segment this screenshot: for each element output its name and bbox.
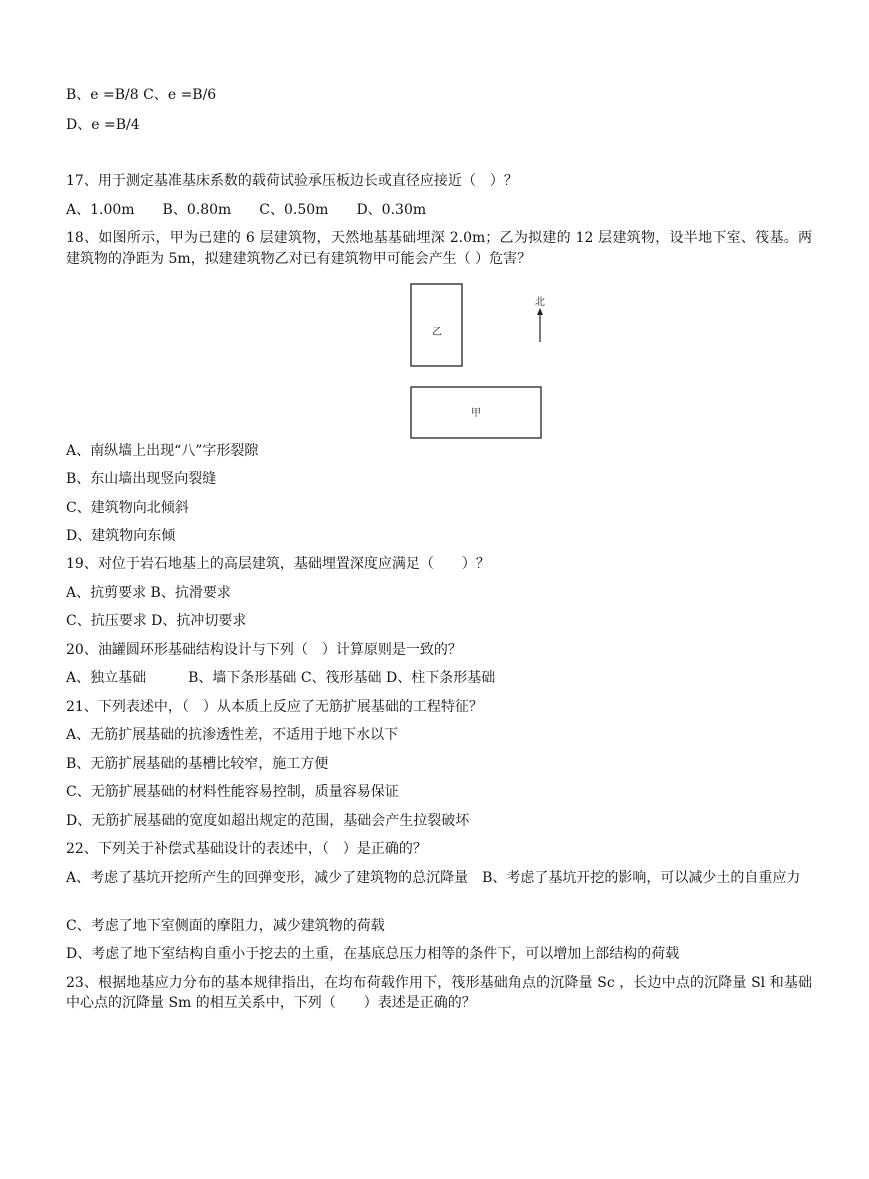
question-21: 21、下列表述中，（ ）从本质上反应了无筋扩展基础的工程特征？ xyxy=(66,699,483,715)
building-a-label: 甲 xyxy=(471,408,481,419)
question-18: 18、如图所示，甲为已建的 6 层建筑物，天然地基基础埋深 2.0m；乙为拟建的 12 层建筑物，设半地下室、筏基。两建筑物的净距为 5m，拟建建筑物乙对已有建筑物甲可能会产生（ ）危害？ xyxy=(66,230,812,267)
question-20-options: A、独立基础 B、墙下条形基础 C、筏形基础 D、柱下条形基础 xyxy=(66,670,496,686)
question-21-option-a: A、无筋扩展基础的抗渗透性差，不适用于地下水以下 xyxy=(66,727,399,743)
question-22-option-c: C、考虑了地下室侧面的摩阻力，减少建筑物的荷载 xyxy=(66,918,385,934)
north-arrowhead-icon xyxy=(537,308,543,315)
question-18-option-c: C、建筑物向北倾斜 xyxy=(66,500,189,516)
question-23: 23、根据地基应力分布的基本规律指出，在均布荷载作用下，筏形基础角点的沉降量 Sc ，长边中点的沉降量 Sl 和基础中心点的沉降量 Sm 的相互关系中，下列（ ）表述是正确的？ xyxy=(66,975,812,1011)
north-label: 北 xyxy=(535,297,545,308)
question-22: 22、下列关于补偿式基础设计的表述中，（ ）是正确的？ xyxy=(66,841,427,857)
question-18-option-a: A、南纵墙上出现“八”字形裂隙 xyxy=(66,443,259,459)
question-21-option-b: B、无筋扩展基础的基槽比较窄，施工方便 xyxy=(66,756,329,772)
question-19: 19、对位于岩石地基上的高层建筑，基础埋置深度应满足（ ）？ xyxy=(66,556,490,572)
question-20: 20、油罐圆环形基础结构设计与下列（ ）计算原则是一致的？ xyxy=(66,642,462,658)
building-b-rect xyxy=(411,284,462,366)
question-18-option-d: D、建筑物向东倾 xyxy=(66,528,176,544)
question-21-option-d: D、无筋扩展基础的宽度如超出规定的范围，基础会产生拉裂破坏 xyxy=(66,813,470,829)
option-line-b-c: B、e =B/8 C、e =B/6 xyxy=(66,87,217,103)
question-22-options-ab: A、考虑了基坑开挖所产生的回弹变形，减少了建筑物的总沉降量 B、考虑了基坑开挖的影响，可以减少土的自重应力 xyxy=(66,870,801,886)
question-22-option-d: D、考虑了地下室结构自重小于挖去的土重，在基底总压力相等的条件下，可以增加上部结构的荷载 xyxy=(66,946,680,962)
building-layout-figure xyxy=(410,280,550,440)
option-line-d: D、e =B/4 xyxy=(66,117,140,133)
question-17: 17、用于测定基准基床系数的载荷试验承压板边长或直径应接近（ ）？ xyxy=(66,173,518,189)
question-17-options: A、1.00m B、0.80m C、0.50m D、0.30m xyxy=(66,202,427,218)
question-19-options-ab: A、抗剪要求 B、抗滑要求 xyxy=(66,585,231,601)
question-19-options-cd: C、抗压要求 D、抗冲切要求 xyxy=(66,613,247,629)
building-b-label: 乙 xyxy=(432,327,442,338)
question-21-option-c: C、无筋扩展基础的材料性能容易控制，质量容易保证 xyxy=(66,784,399,800)
question-18-option-b: B、东山墙出现竖向裂缝 xyxy=(66,471,217,487)
